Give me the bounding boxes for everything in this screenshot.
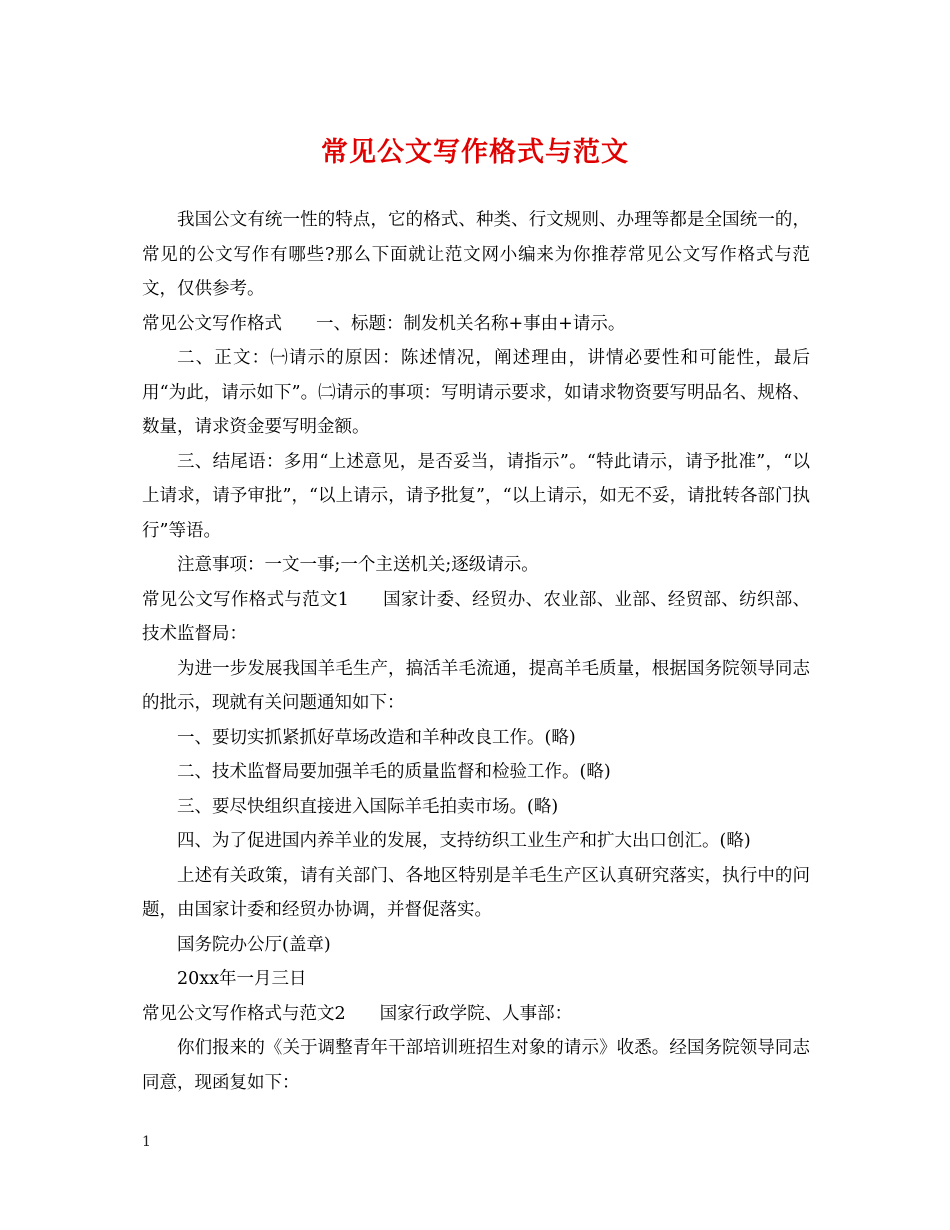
page-number: 1 [142,1134,151,1150]
paragraph-closing-phrases: 三、结尾语：多用“上述意见，是否妥当，请指示”。“特此请示，请予批准”，“以上请求，请予审批”，“以上请示，请予批复”，“以上请示，如无不妥，请批转各部门执行”等语。 [142,451,810,541]
section-text: 一、标题：制发机关名称+事由+请示。 [316,313,626,334]
paragraph-implementation: 上述有关政策，请有关部门、各地区特别是羊毛生产区认真研究落实，执行中的问题，由国家计委和经贸办协调，并督促落实。 [142,865,810,920]
list-item: 三、要尽快组织直接进入国际羊毛拍卖市场。(略) [177,796,559,817]
intro-paragraph: 我国公文有统一性的特点，它的格式、种类、行文规则、办理等都是全国统一的，常见的公文写作有哪些?那么下面就让范文网小编来为你推荐常见公文写作格式与范文，仅供参考。 [142,210,810,299]
paragraph-notes: 注意事项：一文一事;一个主送机关;逐级请示。 [177,555,539,575]
signature-date: 20xx年一月三日 [177,969,307,989]
section-heading: 常见公文写作格式 [142,313,282,334]
section-heading: 常见公文写作格式与范文2 [142,1003,346,1024]
list-item: 二、技术监督局要加强羊毛的质量监督和检验工作。(略) [177,762,611,782]
section-line-format [142,307,810,342]
list-item: 一、要切实抓紧抓好草场改造和羊种改良工作。(略) [177,727,576,748]
section-text: 国家行政学院、人事部： [379,1003,573,1024]
section-line-example-1 [142,583,810,652]
signature-issuer: 国务院办公厅(盖章) [177,934,331,955]
paragraph-reply: 你们报来的《关于调整青年干部培训班招生对象的请示》收悉。经国务院领导同志同意，现函复如下： [142,1038,810,1093]
document-body [142,203,810,1100]
document-title: 常见公文写作格式与范文 [321,137,629,168]
section-line-example-2 [142,997,810,1032]
section-text: 国家计委、经贸办、农业部、业部、经贸部、纺织部、技术监督局： [142,589,810,644]
paragraph-body-content: 二、正文：㈠请示的原因：陈述情况，阐述理由，讲情必要性和可能性，最后用“为此，请示如下”。㈡请示的事项：写明请示要求，如请求物资要写明品名、规格、数量，请求资金要写明金额。 [142,348,810,437]
list-item: 四、为了促进国内养羊业的发展，支持纺织工业生产和扩大出口创汇。(略) [177,831,751,851]
section-heading: 常见公文写作格式与范文1 [142,589,349,610]
paragraph-purpose: 为进一步发展我国羊毛生产，搞活羊毛流通，提高羊毛质量，根据国务院领导同志的批示，现就有关问题通知如下： [142,658,810,713]
